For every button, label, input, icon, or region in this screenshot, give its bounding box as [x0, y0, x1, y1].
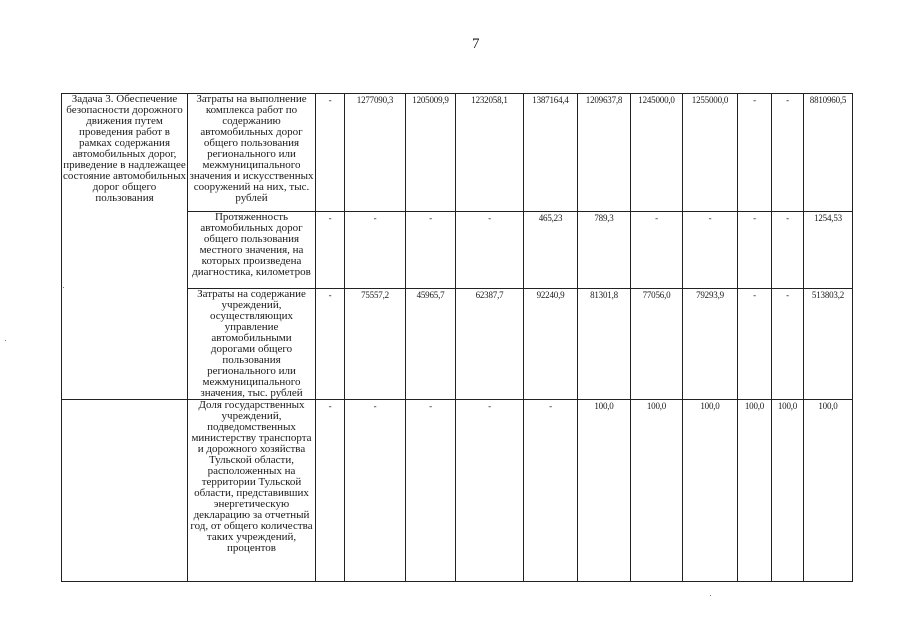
- table-row: [62, 400, 853, 582]
- value-cell: -: [316, 94, 345, 212]
- value-cell: 100,0: [738, 400, 772, 582]
- value-cell: 1254,53: [804, 212, 853, 289]
- value-cell: 789,3: [578, 212, 631, 289]
- value-cell: 75557,2: [345, 289, 406, 400]
- value-cell: 1232058,1: [456, 94, 524, 212]
- value-cell: -: [772, 94, 804, 212]
- value-cell: -: [316, 212, 345, 289]
- value-cell: -: [738, 212, 772, 289]
- value-cell: 45965,7: [406, 289, 456, 400]
- value-cell: -: [406, 400, 456, 582]
- value-cell: -: [524, 400, 578, 582]
- value-cell: -: [316, 289, 345, 400]
- value-cell: -: [345, 212, 406, 289]
- value-cell: 100,0: [772, 400, 804, 582]
- value-cell: -: [738, 94, 772, 212]
- indicator-cell: Затраты на содержание учреждений, осуществляющих управление автомобильными дорогами общего пользования регионального или межмуниципального значения, тыс. рублей: [188, 289, 316, 400]
- table-row: [62, 94, 853, 212]
- value-cell: 79293,9: [683, 289, 738, 400]
- value-cell: 100,0: [804, 400, 853, 582]
- value-cell: 465,23: [524, 212, 578, 289]
- value-cell: -: [683, 212, 738, 289]
- value-cell: -: [406, 212, 456, 289]
- value-cell: -: [772, 289, 804, 400]
- empty-task-cell: [62, 400, 188, 582]
- value-cell: 1255000,0: [683, 94, 738, 212]
- program-indicators-table: [61, 93, 853, 582]
- value-cell: 81301,8: [578, 289, 631, 400]
- value-cell: 100,0: [683, 400, 738, 582]
- value-cell: 62387,7: [456, 289, 524, 400]
- value-cell: 100,0: [578, 400, 631, 582]
- indicator-cell: Протяженность автомобильных дорог общего пользования местного значения, на которых произведена диагностика, километров: [188, 212, 316, 289]
- value-cell: -: [345, 400, 406, 582]
- task-cell: Задача 3. Обеспечение безопасности дорожного движения путем проведения работ в рамках содержания автомобильных дорог, приведение в надлежащее состояние автомобильных дорог общего пользования: [62, 94, 188, 400]
- value-cell: -: [631, 212, 683, 289]
- value-cell: 1387164,4: [524, 94, 578, 212]
- page-number: 7: [472, 36, 480, 52]
- value-cell: 513803,2: [804, 289, 853, 400]
- value-cell: 1277090,3: [345, 94, 406, 212]
- indicator-cell: Затраты на выполнение комплекса работ по содержанию автомобильных дорог общего пользования регионального или межмуниципального значения и искусственных сооружений на них, тыс. рублей: [188, 94, 316, 212]
- value-cell: 77056,0: [631, 289, 683, 400]
- indicator-cell: Доля государственных учреждений, подведомственных министерству транспорта и дорожного хозяйства Тульской области, расположенных на территории Тульской области, представивших энергетическую декларацию за отчетный год, от общего количества таких учреждений, процентов: [188, 400, 316, 582]
- value-cell: 1209637,8: [578, 94, 631, 212]
- value-cell: 1245000,0: [631, 94, 683, 212]
- value-cell: 8810960,5: [804, 94, 853, 212]
- value-cell: -: [456, 212, 524, 289]
- value-cell: -: [316, 400, 345, 582]
- value-cell: 100,0: [631, 400, 683, 582]
- value-cell: -: [456, 400, 524, 582]
- value-cell: -: [772, 212, 804, 289]
- value-cell: 1205009,9: [406, 94, 456, 212]
- value-cell: -: [738, 289, 772, 400]
- value-cell: 92240,9: [524, 289, 578, 400]
